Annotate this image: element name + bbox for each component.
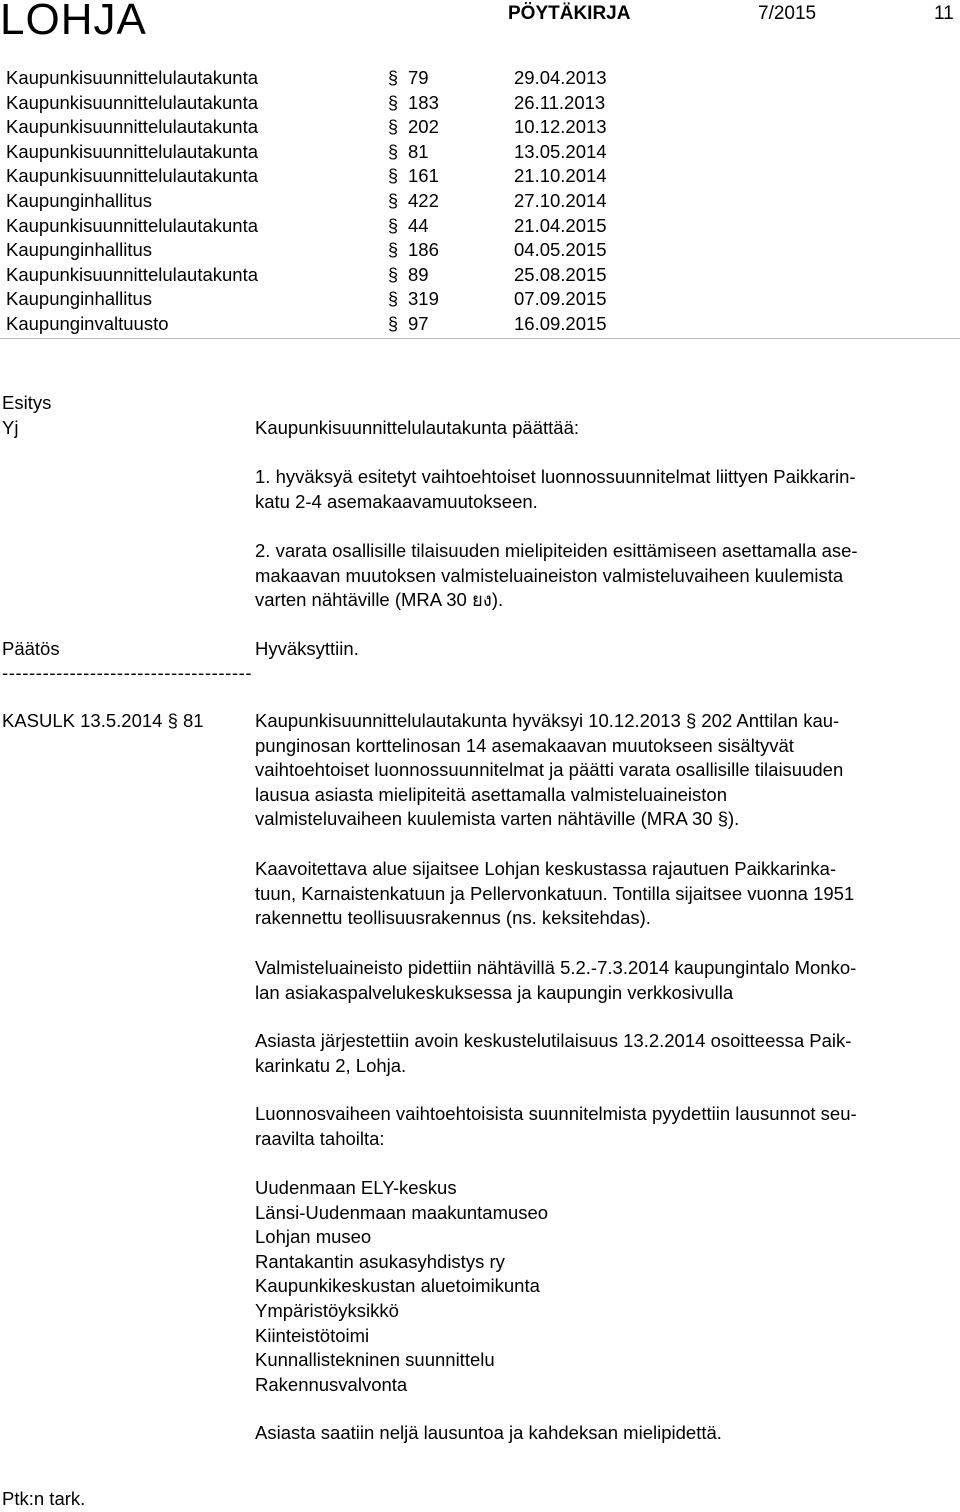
history-row: [6, 263, 960, 288]
proposal-item-1: [255, 465, 955, 514]
list-item: Länsi-Uudenmaan maakuntamuseo: [255, 1201, 549, 1223]
list-item: Ympäristöyksikkö: [255, 1299, 399, 1321]
paragraph-line: karinkatu 2, Lohja.: [255, 1054, 407, 1076]
history-number: 422: [408, 189, 439, 211]
history-date: 21.04.2015: [514, 214, 607, 236]
section-mark: §: [388, 313, 399, 334]
proposal-item-2-line: 2. varata osallisille tilaisuuden mielipiteiden esittämiseen asettamalla ase-: [255, 540, 858, 561]
paragraph-line: vaihtoehtoiset luonnossuunnitelmat ja päätti varata osallisille tilaisuuden: [255, 759, 844, 781]
history-date: 10.12.2013: [514, 116, 607, 138]
history-row: [6, 66, 960, 91]
history-body: Kaupunkisuunnittelulautakunta: [6, 140, 258, 162]
history-date: 16.09.2015: [514, 312, 607, 334]
history-body: Kaupunkisuunnittelulautakunta: [6, 263, 258, 285]
history-body: Kaupunginhallitus: [6, 189, 153, 211]
history-number: 161: [408, 165, 439, 187]
kasulk-paragraph-6: Asiasta saatiin neljä lausuntoa ja kahdeksan mielipidettä.: [255, 1422, 722, 1443]
paragraph-line: rakennettu teollisuusrakennus (ns. keksitehdas).: [255, 907, 651, 929]
proposal-item-2-line: varten nähtäville (MRA 30 ยง).: [255, 589, 504, 611]
proposal-item-1-line: 1. hyväksyä esitetyt vaihtoehtoiset luonnossuunnitelmat liittyen Paikkarin-: [255, 466, 856, 487]
kasulk-paragraph-3: [255, 956, 955, 1005]
history-body: Kaupunkisuunnittelulautakunta: [6, 67, 258, 88]
proposal-item-1-line: katu 2-4 asemakaavamuutokseen.: [255, 490, 538, 512]
paragraph-line: Luonnosvaiheen vaihtoehtoisista suunnitelmista pyydettiin lausunnot seu-: [255, 1103, 857, 1124]
history-number: 319: [408, 288, 439, 310]
paragraph-line: valmisteluvaiheen kuulemista varten nähtäville (MRA 30 §).: [255, 808, 740, 830]
minutes-checker-label: Ptk:n tark.: [2, 1488, 86, 1509]
history-number: 79: [408, 67, 429, 88]
lohja-logo: LOHJA: [0, 0, 147, 44]
list-item: Uudenmaan ELY-keskus: [255, 1177, 457, 1198]
document-number: 7/2015: [758, 3, 817, 24]
history-body: Kaupunkisuunnittelulautakunta: [6, 214, 258, 236]
decision-history: [6, 66, 960, 337]
paatos-label: Päätös: [2, 638, 60, 659]
history-number: 183: [408, 91, 439, 113]
paragraph-line: Valmisteluaineisto pidettiin nähtävillä 5.2.-7.3.2014 kaupungintalo Monko-: [255, 957, 857, 978]
history-number: 186: [408, 239, 439, 261]
paragraph-line: Asiasta järjestettiin avoin keskustelutilaisuus 13.2.2014 osoitteessa Paik-: [255, 1030, 852, 1051]
section-mark: §: [388, 240, 399, 261]
list-item: Kunnallistekninen suunnittelu: [255, 1349, 495, 1371]
history-row: [6, 214, 960, 239]
history-body: Kaupunkisuunnittelulautakunta: [6, 116, 258, 138]
list-item: Rakennusvalvonta: [255, 1373, 408, 1395]
list-item: Rantakantin asukasyhdistys ry: [255, 1250, 505, 1272]
kasulk-paragraph-4: [255, 1029, 955, 1078]
esitys-label: Esitys: [2, 392, 52, 413]
history-date: 04.05.2015: [514, 239, 607, 261]
history-body: Kaupunginvaltuusto: [6, 312, 169, 334]
proposal-item-2: [255, 539, 955, 613]
history-number: 97: [408, 312, 429, 334]
section-mark: §: [388, 92, 399, 113]
section-mark: §: [388, 141, 399, 162]
dashed-separator: -------------------------------------: [2, 662, 253, 683]
history-number: 89: [408, 263, 429, 285]
history-date: 13.05.2014: [514, 140, 607, 162]
paragraph-line: punginosan korttelinosan 14 asemakaavan muutokseen sisältyvät: [255, 734, 794, 756]
section-mark: §: [388, 166, 399, 187]
kasulk-paragraph-2: [255, 857, 955, 931]
recipient-list: [255, 1176, 548, 1397]
history-date: 21.10.2014: [514, 165, 607, 187]
history-date: 27.10.2014: [514, 189, 607, 211]
kasulk-paragraph-5: [255, 1102, 955, 1151]
kasulk-paragraph-1: [255, 709, 955, 832]
paragraph-line: tuun, Karnaistenkatuun ja Pellervonkatuun. Tontilla sijaitsee vuonna 1951: [255, 882, 855, 904]
paragraph-line: lan asiakaspalvelukeskuksessa ja kaupungin verkkosivulla: [255, 981, 734, 1003]
section-mark: §: [388, 117, 399, 138]
history-row: [6, 287, 960, 312]
paragraph-line: Kaavoitettava alue sijaitsee Lohjan keskustassa rajautuen Paikkarinka-: [255, 858, 837, 879]
list-item: Lohjan museo: [255, 1226, 372, 1248]
section-mark: §: [388, 215, 399, 236]
section-mark: §: [388, 190, 399, 211]
kasulk-reference: KASULK 13.5.2014 § 81: [2, 710, 204, 731]
section-mark: §: [388, 289, 399, 310]
history-body: Kaupunginhallitus: [6, 288, 153, 310]
history-date: 07.09.2015: [514, 288, 607, 310]
history-row: [6, 164, 960, 189]
section-mark: §: [388, 68, 399, 88]
history-number: 202: [408, 116, 439, 138]
history-row: [6, 312, 960, 337]
history-number: 81: [408, 140, 429, 162]
paragraph-line: raavilta tahoilta:: [255, 1127, 385, 1149]
history-body: Kaupunginhallitus: [6, 239, 153, 261]
list-item: Kiinteistötoimi: [255, 1324, 370, 1346]
presenter-initials: Yj: [2, 417, 19, 438]
proposal-intro: Kaupunkisuunnittelulautakunta päättää:: [255, 417, 580, 438]
history-date: 29.04.2013: [514, 67, 607, 88]
history-date: 25.08.2015: [514, 263, 607, 285]
divider-line: [0, 338, 960, 339]
proposal-item-2-line: makaavan muutoksen valmisteluaineiston valmisteluvaiheen kuulemista: [255, 564, 844, 586]
history-date: 26.11.2013: [514, 91, 606, 113]
paragraph-line: lausua asiasta mielipiteitä asettamalla valmisteluaineiston: [255, 783, 727, 805]
paragraph-line: Kaupunkisuunnittelulautakunta hyväksyi 10.12.2013 § 202 Anttilan kau-: [255, 710, 840, 731]
history-row: [6, 140, 960, 165]
history-body: Kaupunkisuunnittelulautakunta: [6, 165, 258, 187]
list-item: Kaupunkikeskustan aluetoimikunta: [255, 1275, 540, 1297]
history-row: [6, 238, 960, 263]
history-row: [6, 115, 960, 140]
history-row: [6, 189, 960, 214]
history-body: Kaupunkisuunnittelulautakunta: [6, 91, 258, 113]
history-number: 44: [408, 214, 429, 236]
section-mark: §: [388, 264, 399, 285]
page-number: 11: [934, 3, 954, 24]
history-row: [6, 91, 960, 116]
document-type: PÖYTÄKIRJA: [508, 3, 631, 24]
decision-text: Hyväksyttiin.: [255, 638, 359, 659]
